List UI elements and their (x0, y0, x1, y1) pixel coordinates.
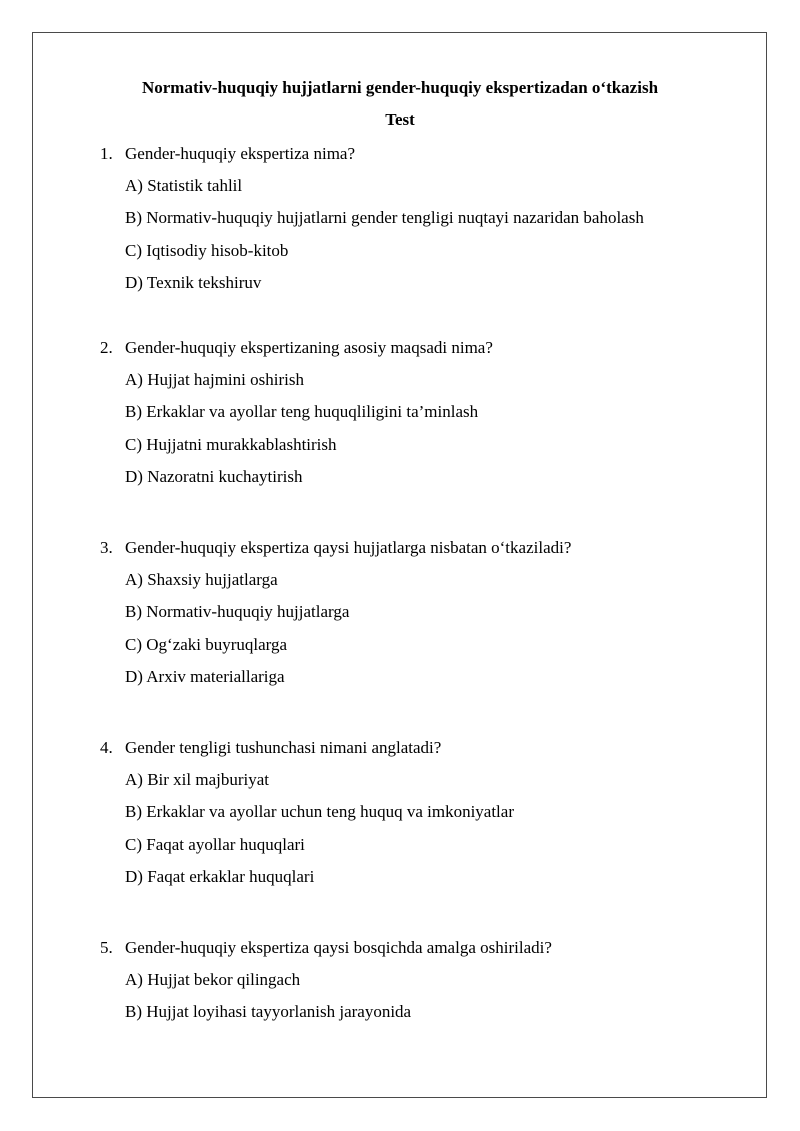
option-d (0, 667, 800, 699)
option-text: A) Hujjat bekor qilingach (125, 970, 301, 989)
option-text: A) Hujjat hajmini oshirish (125, 370, 304, 389)
question-5 (0, 938, 800, 1035)
option-text: D) Nazoratni kuchaytirish (125, 467, 303, 487)
question-line (0, 738, 800, 770)
option-text: C) Iqtisodiy hisob-kitob (125, 240, 289, 260)
question-4 (0, 738, 800, 900)
option-b (0, 208, 800, 240)
question-line (0, 538, 800, 570)
option-text: A) Statistik tahlil (125, 176, 243, 195)
question-text: Gender-huquqiy ekspertiza nima? (125, 144, 356, 163)
option-c (0, 835, 800, 867)
option-a (0, 370, 800, 402)
option-b (0, 802, 800, 834)
question-number: 2. (100, 338, 113, 357)
option-text: B) Hujjat loyihasi tayyorlanish jarayonida (125, 1002, 412, 1022)
question-text: Gender-huquqiy ekspertiza qaysi bosqichda amalga oshiriladi? (125, 938, 552, 957)
option-d (0, 867, 800, 899)
option-text: B) Normativ-huquqiy hujjatlarni gender tengligi nuqtayi nazaridan baholash (125, 208, 644, 228)
question-number: 4. (100, 738, 113, 757)
option-b (0, 602, 800, 634)
option-c (0, 635, 800, 667)
document-subtitle: Test (385, 110, 415, 129)
option-text: C) Hujjatni murakkablashtirish (125, 434, 337, 454)
option-b (0, 1002, 800, 1034)
question-number: 5. (100, 938, 113, 957)
question-text: Gender tengligi tushunchasi nimani anglatadi? (125, 738, 442, 757)
question-2 (0, 338, 800, 500)
document-title: Normativ-huquqiy hujjatlarni gender-huquqiy ekspertizadan o‘tkazish (141, 78, 659, 97)
option-d (0, 467, 800, 499)
question-1 (0, 144, 800, 306)
option-c (0, 241, 800, 273)
question-number: 1. (100, 144, 113, 163)
option-a (0, 570, 800, 602)
option-text: D) Arxiv materiallariga (125, 667, 285, 687)
option-text: A) Bir xil majburiyat (125, 770, 270, 789)
option-a (0, 970, 800, 1002)
option-d (0, 273, 800, 305)
option-a (0, 176, 800, 208)
option-text: A) Shaxsiy hujjatlarga (125, 570, 278, 589)
option-text: B) Erkaklar va ayollar teng huquqliligini ta’minlash (125, 402, 479, 422)
option-text: D) Faqat erkaklar huquqlari (125, 867, 315, 887)
question-number: 3. (100, 538, 113, 557)
option-text: C) Og‘zaki buyruqlarga (125, 634, 288, 654)
option-text: B) Erkaklar va ayollar uchun teng huquq va imkoniyatlar (125, 802, 514, 822)
option-b (0, 402, 800, 434)
option-text: D) Texnik tekshiruv (125, 273, 262, 293)
option-a (0, 770, 800, 802)
question-text: Gender-huquqiy ekspertiza qaysi hujjatlarga nisbatan o‘tkaziladi? (125, 538, 572, 557)
question-text: Gender-huquqiy ekspertizaning asosiy maqsadi nima? (125, 338, 493, 357)
question-3 (0, 538, 800, 700)
option-c (0, 435, 800, 467)
question-line (0, 144, 800, 176)
option-text: C) Faqat ayollar huquqlari (125, 834, 305, 854)
question-line (0, 938, 800, 970)
question-line (0, 338, 800, 370)
option-text: B) Normativ-huquqiy hujjatlarga (125, 602, 350, 622)
